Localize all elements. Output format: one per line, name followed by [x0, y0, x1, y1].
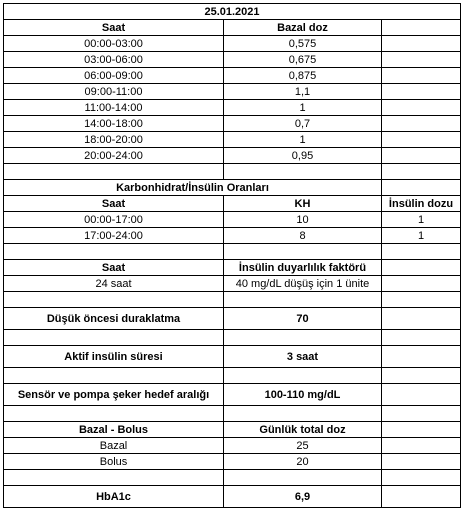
basal-row	[4, 84, 461, 100]
empty-cell	[382, 116, 461, 132]
empty-cell	[4, 368, 224, 384]
empty-cell	[382, 486, 461, 508]
basal-bolus-row	[4, 454, 461, 470]
settings-table	[3, 3, 461, 508]
empty-cell	[382, 36, 461, 52]
empty-cell	[382, 100, 461, 116]
basal-row	[4, 52, 461, 68]
carb-ratio-insulin: 1	[382, 228, 461, 244]
empty-cell	[382, 422, 461, 438]
sensitivity-row	[4, 276, 461, 292]
basal-bolus-header-row	[4, 422, 461, 438]
basal-bolus-label: Bazal	[4, 438, 224, 454]
empty-cell	[382, 148, 461, 164]
empty-cell	[224, 470, 382, 486]
carb-ratio-kh: 10	[224, 212, 382, 228]
basal-row	[4, 36, 461, 52]
low-suspend-value: 70	[224, 308, 382, 330]
empty-cell	[382, 164, 461, 180]
carb-ratio-insulin-header: İnsülin dozu	[382, 196, 461, 212]
carb-ratio-row	[4, 212, 461, 228]
carb-ratio-time: 00:00-17:00	[4, 212, 224, 228]
sensitivity-header-row	[4, 260, 461, 276]
low-suspend-row	[4, 308, 461, 330]
empty-cell	[382, 276, 461, 292]
hba1c-row	[4, 486, 461, 508]
basal-bolus-label: Bolus	[4, 454, 224, 470]
hba1c-value: 6,9	[224, 486, 382, 508]
target-range-value: 100-110 mg/dL	[224, 384, 382, 406]
date-row	[4, 4, 461, 20]
spacer-row	[4, 244, 461, 260]
basal-dose: 0,575	[224, 36, 382, 52]
active-insulin-row	[4, 346, 461, 368]
spacer-row	[4, 470, 461, 486]
empty-cell	[382, 132, 461, 148]
carb-ratio-header-row	[4, 196, 461, 212]
sensitivity-time-header: Saat	[4, 260, 224, 276]
basal-dose: 0,875	[224, 68, 382, 84]
low-suspend-label: Düşük öncesi duraklatma	[4, 308, 224, 330]
empty-cell	[382, 180, 461, 196]
empty-cell	[382, 52, 461, 68]
basal-dose: 0,95	[224, 148, 382, 164]
basal-row	[4, 116, 461, 132]
basal-dose: 0,7	[224, 116, 382, 132]
empty-cell	[224, 292, 382, 308]
spacer-row	[4, 164, 461, 180]
spacer-row	[4, 368, 461, 384]
sensitivity-time: 24 saat	[4, 276, 224, 292]
basal-header-row	[4, 20, 461, 36]
basal-dose: 0,675	[224, 52, 382, 68]
basal-dose-header: Bazal doz	[224, 20, 382, 36]
spacer-row	[4, 406, 461, 422]
basal-time-header: Saat	[4, 20, 224, 36]
empty-cell	[382, 308, 461, 330]
basal-row	[4, 100, 461, 116]
empty-cell	[4, 330, 224, 346]
date-header: 25.01.2021	[4, 4, 461, 20]
carb-ratio-time-header: Saat	[4, 196, 224, 212]
carb-ratio-title-row	[4, 180, 461, 196]
empty-cell	[382, 330, 461, 346]
carb-ratio-title: Karbonhidrat/İnsülin Oranları	[4, 180, 382, 196]
active-insulin-label: Aktif insülin süresi	[4, 346, 224, 368]
empty-cell	[4, 470, 224, 486]
sensitivity-factor-header: İnsülin duyarlılık faktörü	[224, 260, 382, 276]
empty-cell	[224, 406, 382, 422]
empty-cell	[224, 164, 382, 180]
empty-cell	[224, 330, 382, 346]
sensitivity-factor: 40 mg/dL düşüş için 1 ünite	[224, 276, 382, 292]
empty-cell	[382, 84, 461, 100]
empty-cell	[4, 244, 224, 260]
carb-ratio-time: 17:00-24:00	[4, 228, 224, 244]
empty-cell	[224, 244, 382, 260]
carb-ratio-kh-header: KH	[224, 196, 382, 212]
basal-dose: 1,1	[224, 84, 382, 100]
basal-bolus-value: 20	[224, 454, 382, 470]
basal-bolus-row	[4, 438, 461, 454]
spacer-row	[4, 330, 461, 346]
basal-row	[4, 148, 461, 164]
target-range-row	[4, 384, 461, 406]
empty-cell	[382, 260, 461, 276]
basal-time: 09:00-11:00	[4, 84, 224, 100]
basal-bolus-value: 25	[224, 438, 382, 454]
basal-bolus-header: Bazal - Bolus	[4, 422, 224, 438]
empty-cell	[382, 20, 461, 36]
empty-cell	[382, 68, 461, 84]
active-insulin-value: 3 saat	[224, 346, 382, 368]
empty-cell	[382, 438, 461, 454]
carb-ratio-insulin: 1	[382, 212, 461, 228]
carb-ratio-kh: 8	[224, 228, 382, 244]
empty-cell	[382, 470, 461, 486]
empty-cell	[4, 164, 224, 180]
basal-row	[4, 68, 461, 84]
basal-time: 00:00-03:00	[4, 36, 224, 52]
empty-cell	[4, 292, 224, 308]
hba1c-label: HbA1c	[4, 486, 224, 508]
spacer-row	[4, 292, 461, 308]
empty-cell	[382, 384, 461, 406]
basal-time: 20:00-24:00	[4, 148, 224, 164]
daily-total-header: Günlük total doz	[224, 422, 382, 438]
target-range-label: Sensör ve pompa şeker hedef aralığı	[4, 384, 224, 406]
basal-time: 03:00-06:00	[4, 52, 224, 68]
basal-dose: 1	[224, 100, 382, 116]
empty-cell	[4, 406, 224, 422]
basal-dose: 1	[224, 132, 382, 148]
basal-time: 14:00-18:00	[4, 116, 224, 132]
basal-row	[4, 132, 461, 148]
empty-cell	[382, 244, 461, 260]
empty-cell	[382, 406, 461, 422]
empty-cell	[224, 368, 382, 384]
carb-ratio-row	[4, 228, 461, 244]
basal-time: 18:00-20:00	[4, 132, 224, 148]
basal-time: 06:00-09:00	[4, 68, 224, 84]
empty-cell	[382, 368, 461, 384]
empty-cell	[382, 292, 461, 308]
basal-time: 11:00-14:00	[4, 100, 224, 116]
empty-cell	[382, 454, 461, 470]
empty-cell	[382, 346, 461, 368]
